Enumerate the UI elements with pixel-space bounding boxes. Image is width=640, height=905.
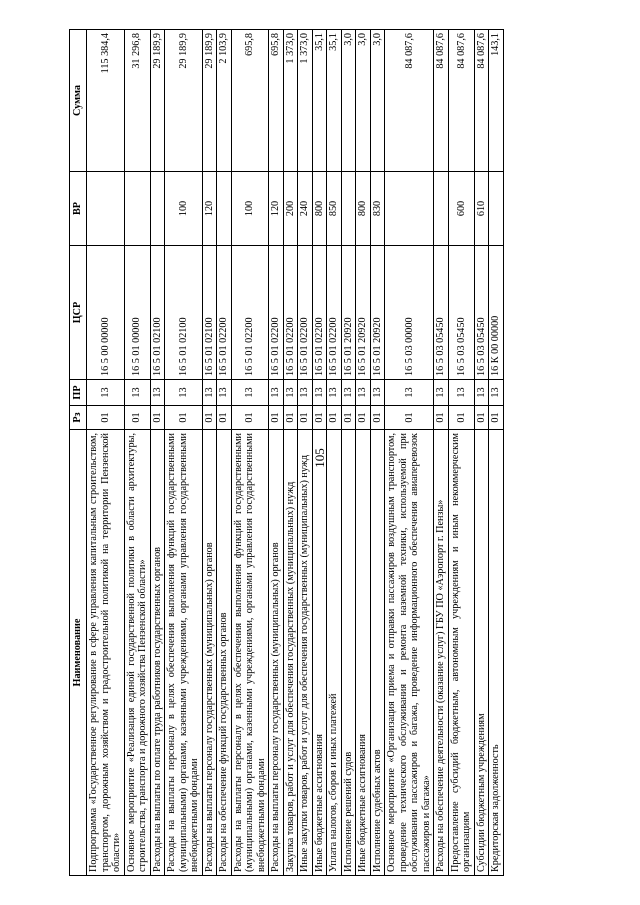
cell-name: Расходы на обеспечение функций государственных органов	[217, 429, 232, 875]
cell-sum: 695,8	[231, 29, 269, 171]
cell-vr: 120	[202, 171, 217, 245]
cell-sum: 3,0	[356, 29, 371, 171]
cell-pr: 13	[269, 379, 284, 405]
cell-vr: 600	[448, 171, 474, 245]
cell-pr: 13	[356, 379, 371, 405]
cell-name: Субсидии бюджетным учреждениям	[474, 429, 489, 875]
cell-pr: 13	[341, 379, 356, 405]
cell-name: Иные бюджетные ассигнования	[312, 429, 327, 875]
table-row	[434, 29, 449, 875]
cell-vr	[217, 171, 232, 245]
header-sum: Сумма	[70, 29, 87, 171]
budget-table	[69, 29, 504, 876]
cell-pr: 13	[312, 379, 327, 405]
cell-vr: 100	[231, 171, 269, 245]
cell-pr: 13	[448, 379, 474, 405]
table-row	[165, 29, 203, 875]
cell-vr	[489, 171, 504, 245]
table-row	[217, 29, 232, 875]
cell-csr: 16 5 00 00000	[87, 245, 125, 379]
table-row	[448, 29, 474, 875]
cell-csr: 16 5 01 00000	[124, 245, 150, 379]
cell-name: Предоставление субсидий бюджетным, автономным учреждениям и иным некоммерческим организациям	[448, 429, 474, 875]
cell-vr	[124, 171, 150, 245]
cell-csr: 16 5 01 02200	[217, 245, 232, 379]
cell-sum: 29 189,9	[202, 29, 217, 171]
cell-rz: 01	[385, 405, 434, 429]
cell-pr: 13	[385, 379, 434, 405]
cell-vr: 850	[327, 171, 342, 245]
cell-vr	[341, 171, 356, 245]
cell-pr: 13	[165, 379, 203, 405]
cell-csr: 16 5 01 02100	[150, 245, 165, 379]
cell-rz: 01	[356, 405, 371, 429]
cell-csr: 16 5 01 20920	[341, 245, 356, 379]
cell-name: Расходы на выплаты по оплате труда работников государственных органов	[150, 429, 165, 875]
cell-rz: 01	[150, 405, 165, 429]
table-row	[489, 29, 504, 875]
header-name: Наименование	[70, 429, 87, 875]
cell-csr: 16 5 03 05450	[434, 245, 449, 379]
cell-csr: 16 5 01 02100	[165, 245, 203, 379]
header-rz: Рз	[70, 405, 87, 429]
table-row	[298, 29, 313, 875]
cell-pr: 13	[283, 379, 298, 405]
cell-sum: 3,0	[370, 29, 385, 171]
cell-pr: 13	[474, 379, 489, 405]
page-number: 105	[312, 448, 327, 468]
table-row	[231, 29, 269, 875]
cell-rz: 01	[434, 405, 449, 429]
cell-pr: 13	[489, 379, 504, 405]
cell-csr: 16 5 01 20920	[356, 245, 371, 379]
cell-vr	[434, 171, 449, 245]
cell-name: Подпрограмма «Государственное регулирование в сфере управления капитальным строительством, транспортом, дорожным хозяйством и градостроительной политикой на территории Пензенской области»	[87, 429, 125, 875]
cell-name: Иные закупки товаров, работ и услуг для обеспечения государственных (муниципальных) нужд	[298, 429, 313, 875]
cell-name: Исполнение решений судов	[341, 429, 356, 875]
cell-vr	[87, 171, 125, 245]
cell-sum: 1 373,0	[298, 29, 313, 171]
cell-name: Расходы на выплаты персоналу государственных (муниципальных) органов	[202, 429, 217, 875]
table-row	[202, 29, 217, 875]
cell-csr: 16 5 01 02200	[231, 245, 269, 379]
cell-sum: 115 384,4	[87, 29, 125, 171]
cell-name: Иные бюджетные ассигнования	[356, 429, 371, 875]
cell-pr: 13	[87, 379, 125, 405]
cell-csr: 16 5 03 05450	[474, 245, 489, 379]
cell-vr: 200	[283, 171, 298, 245]
cell-pr: 13	[298, 379, 313, 405]
cell-csr: 16 5 01 02100	[202, 245, 217, 379]
table-row	[356, 29, 371, 875]
cell-name: Основное мероприятие «Реализация единой государственной политики в области архитектуры, строительства, транспорта и дорожного хозяйства Пензенской области»	[124, 429, 150, 875]
table-row	[269, 29, 284, 875]
header-vr: ВР	[70, 171, 87, 245]
cell-rz: 01	[370, 405, 385, 429]
cell-rz: 01	[269, 405, 284, 429]
table-row	[150, 29, 165, 875]
table-row	[124, 29, 150, 875]
header-pr: ПР	[70, 379, 87, 405]
cell-csr: 16 5 03 00000	[385, 245, 434, 379]
cell-sum: 29 189,9	[150, 29, 165, 171]
cell-name: Кредиторская задолженность	[489, 429, 504, 875]
cell-pr: 13	[231, 379, 269, 405]
cell-sum: 84 087,6	[448, 29, 474, 171]
cell-name: Основное мероприятие «Организация приема и отправки пассажиров воздушным транспортом, проведение технического обслуживания и ремонта наземной техники, используемой при обслуживании пассажиров и багажа, проведение информационного обеспечения авиаперевозок пассажиров и багажа»	[385, 429, 434, 875]
cell-vr: 800	[312, 171, 327, 245]
cell-vr: 240	[298, 171, 313, 245]
cell-rz: 01	[341, 405, 356, 429]
cell-rz: 01	[124, 405, 150, 429]
cell-pr: 13	[124, 379, 150, 405]
table-body	[87, 29, 504, 875]
cell-csr: 16 5 01 02200	[312, 245, 327, 379]
cell-sum: 35,1	[327, 29, 342, 171]
cell-sum: 3,0	[341, 29, 356, 171]
cell-vr: 100	[165, 171, 203, 245]
table-row	[87, 29, 125, 875]
cell-sum: 84 087,6	[385, 29, 434, 171]
cell-pr: 13	[327, 379, 342, 405]
cell-sum: 143,1	[489, 29, 504, 171]
table-row	[312, 29, 327, 875]
cell-rz: 01	[217, 405, 232, 429]
table-row	[370, 29, 385, 875]
table-row	[341, 29, 356, 875]
cell-csr: 16 5 03 05450	[448, 245, 474, 379]
cell-rz: 01	[202, 405, 217, 429]
cell-sum: 1 373,0	[283, 29, 298, 171]
cell-sum: 695,8	[269, 29, 284, 171]
cell-rz: 01	[231, 405, 269, 429]
cell-pr: 13	[202, 379, 217, 405]
cell-name: Расходы на обеспечение деятельности (оказание услуг) ГБУ ПО «Аэропорт г. Пензы»	[434, 429, 449, 875]
cell-name: Закупка товаров, работ и услуг для обеспечения государственных (муниципальных) нужд	[283, 429, 298, 875]
cell-sum: 35,1	[312, 29, 327, 171]
cell-pr: 13	[217, 379, 232, 405]
cell-vr	[385, 171, 434, 245]
cell-vr	[150, 171, 165, 245]
cell-sum: 31 296,8	[124, 29, 150, 171]
table-row	[385, 29, 434, 875]
cell-sum: 84 087,6	[434, 29, 449, 171]
cell-csr: 16 К 00 00000	[489, 245, 504, 379]
table-row	[474, 29, 489, 875]
cell-vr: 610	[474, 171, 489, 245]
cell-rz: 01	[489, 405, 504, 429]
cell-csr: 16 5 01 02200	[327, 245, 342, 379]
cell-sum: 2 103,9	[217, 29, 232, 171]
cell-sum: 29 189,9	[165, 29, 203, 171]
cell-name: Исполнение судебных актов	[370, 429, 385, 875]
cell-rz: 01	[312, 405, 327, 429]
header-csr: ЦСР	[70, 245, 87, 379]
cell-rz: 01	[448, 405, 474, 429]
cell-rz: 01	[283, 405, 298, 429]
table-row	[283, 29, 298, 875]
cell-csr: 16 5 01 20920	[370, 245, 385, 379]
cell-name: Расходы на выплаты персоналу государственных (муниципальных) органов	[269, 429, 284, 875]
cell-csr: 16 5 01 02200	[269, 245, 284, 379]
cell-vr: 800	[356, 171, 371, 245]
cell-rz: 01	[87, 405, 125, 429]
table-header	[70, 29, 87, 875]
cell-pr: 13	[434, 379, 449, 405]
cell-pr: 13	[150, 379, 165, 405]
cell-name: Расходы на выплаты персоналу в целях обеспечения выполнения функций государственными (муниципальными) органами, казенными учреждениями, органами управления государственными внебюджетными фондами	[231, 429, 269, 875]
cell-vr: 830	[370, 171, 385, 245]
cell-rz: 01	[327, 405, 342, 429]
cell-csr: 16 5 01 02200	[283, 245, 298, 379]
cell-vr: 120	[269, 171, 284, 245]
cell-rz: 01	[298, 405, 313, 429]
header-row	[70, 29, 87, 875]
cell-rz: 01	[474, 405, 489, 429]
cell-pr: 13	[370, 379, 385, 405]
rotated-table-container	[69, 30, 640, 876]
cell-sum: 84 087,6	[474, 29, 489, 171]
table-row	[327, 29, 342, 875]
cell-csr: 16 5 01 02200	[298, 245, 313, 379]
cell-name: Уплата налогов, сборов и иных платежей	[327, 429, 342, 875]
cell-rz: 01	[165, 405, 203, 429]
cell-name: Расходы на выплаты персоналу в целях обеспечения выполнения функций государственными (муниципальными) органами, казенными учреждениями, органами управления государственными внебюджетными фондами	[165, 429, 203, 875]
